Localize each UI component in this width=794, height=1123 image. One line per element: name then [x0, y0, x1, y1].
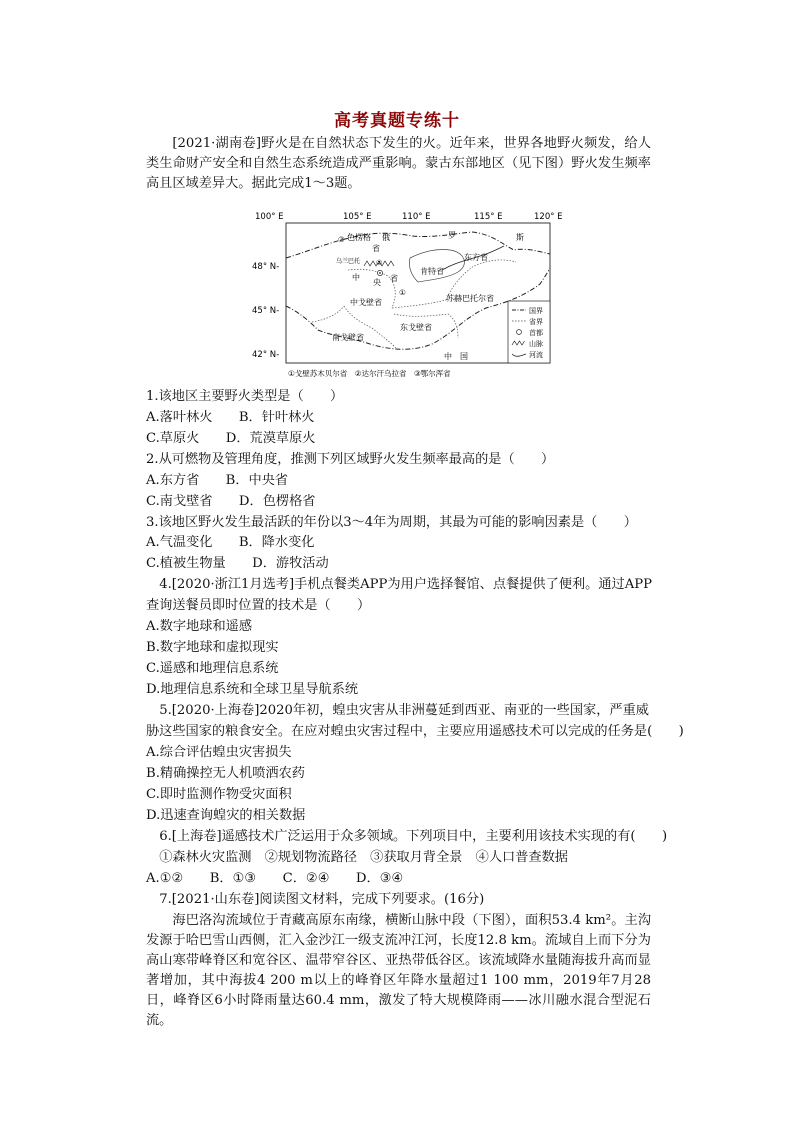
question-5-option-c: C.即时监测作物受灾面积 — [146, 787, 292, 802]
label-sukhbaatar: 苏赫巴托尔省 — [446, 294, 494, 303]
question-7-body: 海巴洛沟流域位于青藏高原东南缘，横断山脉中段（下图），面积53.4 km²。主沟发源于哈巴雪山西侧，汇入金沙江一级支流冲江河，长度12.8 km。流域自上而下分为高山寒带峰脊区和宽谷区、温带窄谷区、亚热带低谷区。该流域降水量随海拔升高而显著增加，其中海拔4 200 m以上的峰脊区年降水量超过1 100 mm，2019年7月28日，峰脊区6小时降雨量达60.4 mm，激发了特大规模降雨——冰川融水混合型泥石流。 — [146, 913, 651, 1028]
question-4-option-d: D.地理信息系统和全球卫星导航系统 — [146, 682, 359, 697]
question-5-line-2: 胁这些国家的粮食安全。在应对蝗虫灾害过程中，主要应用遥感技术可以完成的任务是( ) — [146, 724, 684, 739]
question-7-heading: 7.[2021·山东卷]阅读图文材料，完成下列要求。(16分) — [159, 892, 485, 907]
mongolia-fire-map — [252, 210, 572, 380]
question-1-options-cd: C.草原火 D．荒漠草原火 — [146, 431, 316, 446]
label-china: 中 国 — [444, 352, 468, 361]
question-3-options-cd: C.植被生物量 D．游牧活动 — [146, 556, 329, 571]
question-1: 1.该地区主要野火类型是（ ） — [146, 389, 344, 404]
question-4-option-a: A.数字地球和遥感 — [146, 619, 253, 634]
legend-national-border: 国界 — [529, 307, 543, 315]
question-3: 3.该地区野火发生最活跃的年份以3～4年为周期，其最为可能的影响因素是（ ） — [146, 515, 637, 530]
label-yang: 央 — [373, 278, 381, 287]
question-5-option-b: B.精确操控无人机喷洒农药 — [146, 766, 305, 781]
lat-label-42: 42° N- — [252, 350, 280, 360]
label-luo: 罗 — [448, 231, 456, 240]
question-5-option-d: D.迅速查询蝗灾的相关数据 — [146, 808, 306, 823]
question-6: 6.[上海卷]遥感技术广泛运用于众多领域。下列项目中，主要利用该技术实现的有( ) — [159, 829, 668, 844]
lat-label-45: 45° N- — [252, 306, 280, 316]
lat-label-48: 48° N- — [252, 262, 280, 272]
question-5-line-1: 5.[2020·上海卷]2020年初，蝗虫灾害从非洲蔓延到西亚、南亚的一些国家，严重威 — [159, 703, 649, 718]
question-6-items: ①森林火灾监测 ②规划物流路径 ③获取月背全景 ④人口普查数据 — [159, 850, 568, 865]
lon-label-100: 100° E — [255, 212, 284, 222]
label-ulaanbaatar: 乌兰巴托 — [336, 258, 361, 265]
label-si: 斯 — [516, 233, 524, 242]
label-circ1: ① — [399, 288, 406, 297]
label-kente: 肯特省 — [420, 267, 444, 276]
page-title: 高考真题专练十 — [334, 111, 460, 131]
capital-dot — [379, 272, 381, 274]
question-4-line-1: 4.[2020·浙江1月选考]手机点餐类APP为用户选择餐馆、点餐提供了便利。通过APP — [159, 577, 652, 592]
label-circ3: ③ — [338, 235, 345, 244]
question-5-option-a: A.综合评估蝗虫灾害损失 — [146, 745, 292, 760]
question-1-options-ab: A.落叶林火 B．针叶林火 — [146, 410, 315, 425]
lon-label-110: 110° E — [402, 212, 431, 222]
label-e: 俄 — [382, 233, 390, 242]
question-6-options: A.①② B．①③ C．②④ D．③④ — [146, 871, 404, 886]
label-dongfang: 东方省 — [464, 253, 488, 262]
label-circ2: ② — [376, 259, 383, 267]
legend-mountain: 山脉 — [529, 340, 543, 348]
question-3-options-ab: A.气温变化 B．降水变化 — [146, 535, 315, 550]
label-selenge: 色楞格 — [347, 233, 371, 242]
question-4-option-b: B.数字地球和虚拟现实 — [146, 640, 279, 655]
label-dongobi: 东戈壁省 — [400, 323, 432, 332]
question-2: 2.从可燃物及管理角度，推测下列区域野火发生频率最高的是（ ） — [146, 452, 555, 467]
legend-capital: 首都 — [529, 329, 543, 337]
label-zhonggobi: 中戈壁省 — [350, 298, 382, 307]
lon-label-115: 115° E — [474, 212, 503, 222]
label-zhong: 中 — [352, 273, 360, 282]
intro-paragraph: [2021·湖南卷]野火是在自然状态下发生的火。近年来，世界各地野火频发，给人类生命财产安全和自然生态系统造成严重影响。蒙古东部地区（见下图）野火发生频率高且区域差异大。据此完成1～3题。 — [146, 136, 651, 191]
map-legend — [508, 301, 550, 363]
lon-label-120: 120° E — [534, 212, 563, 222]
legend-river: 河流 — [529, 351, 543, 359]
label-sheng: 省 — [372, 244, 380, 253]
question-4-line-2: 查询送餐员即时位置的技术是（ ） — [146, 598, 371, 613]
map-footnote: ①戈壁苏木贝尔省 ②达尔汗乌拉省 ③鄂尔浑省 — [288, 369, 451, 378]
label-sheng2: 省 — [390, 274, 398, 283]
label-nangobi: 南戈壁省 — [332, 333, 364, 342]
question-4-option-c: C.遥感和地理信息系统 — [146, 661, 279, 676]
legend-capital-icon — [517, 330, 522, 335]
legend-province-border: 省界 — [529, 318, 543, 326]
question-2-options-ab: A.东方省 B．中央省 — [146, 473, 289, 488]
question-2-options-cd: C.南戈壁省 D．色楞格省 — [146, 494, 316, 509]
lon-label-105: 105° E — [343, 212, 372, 222]
